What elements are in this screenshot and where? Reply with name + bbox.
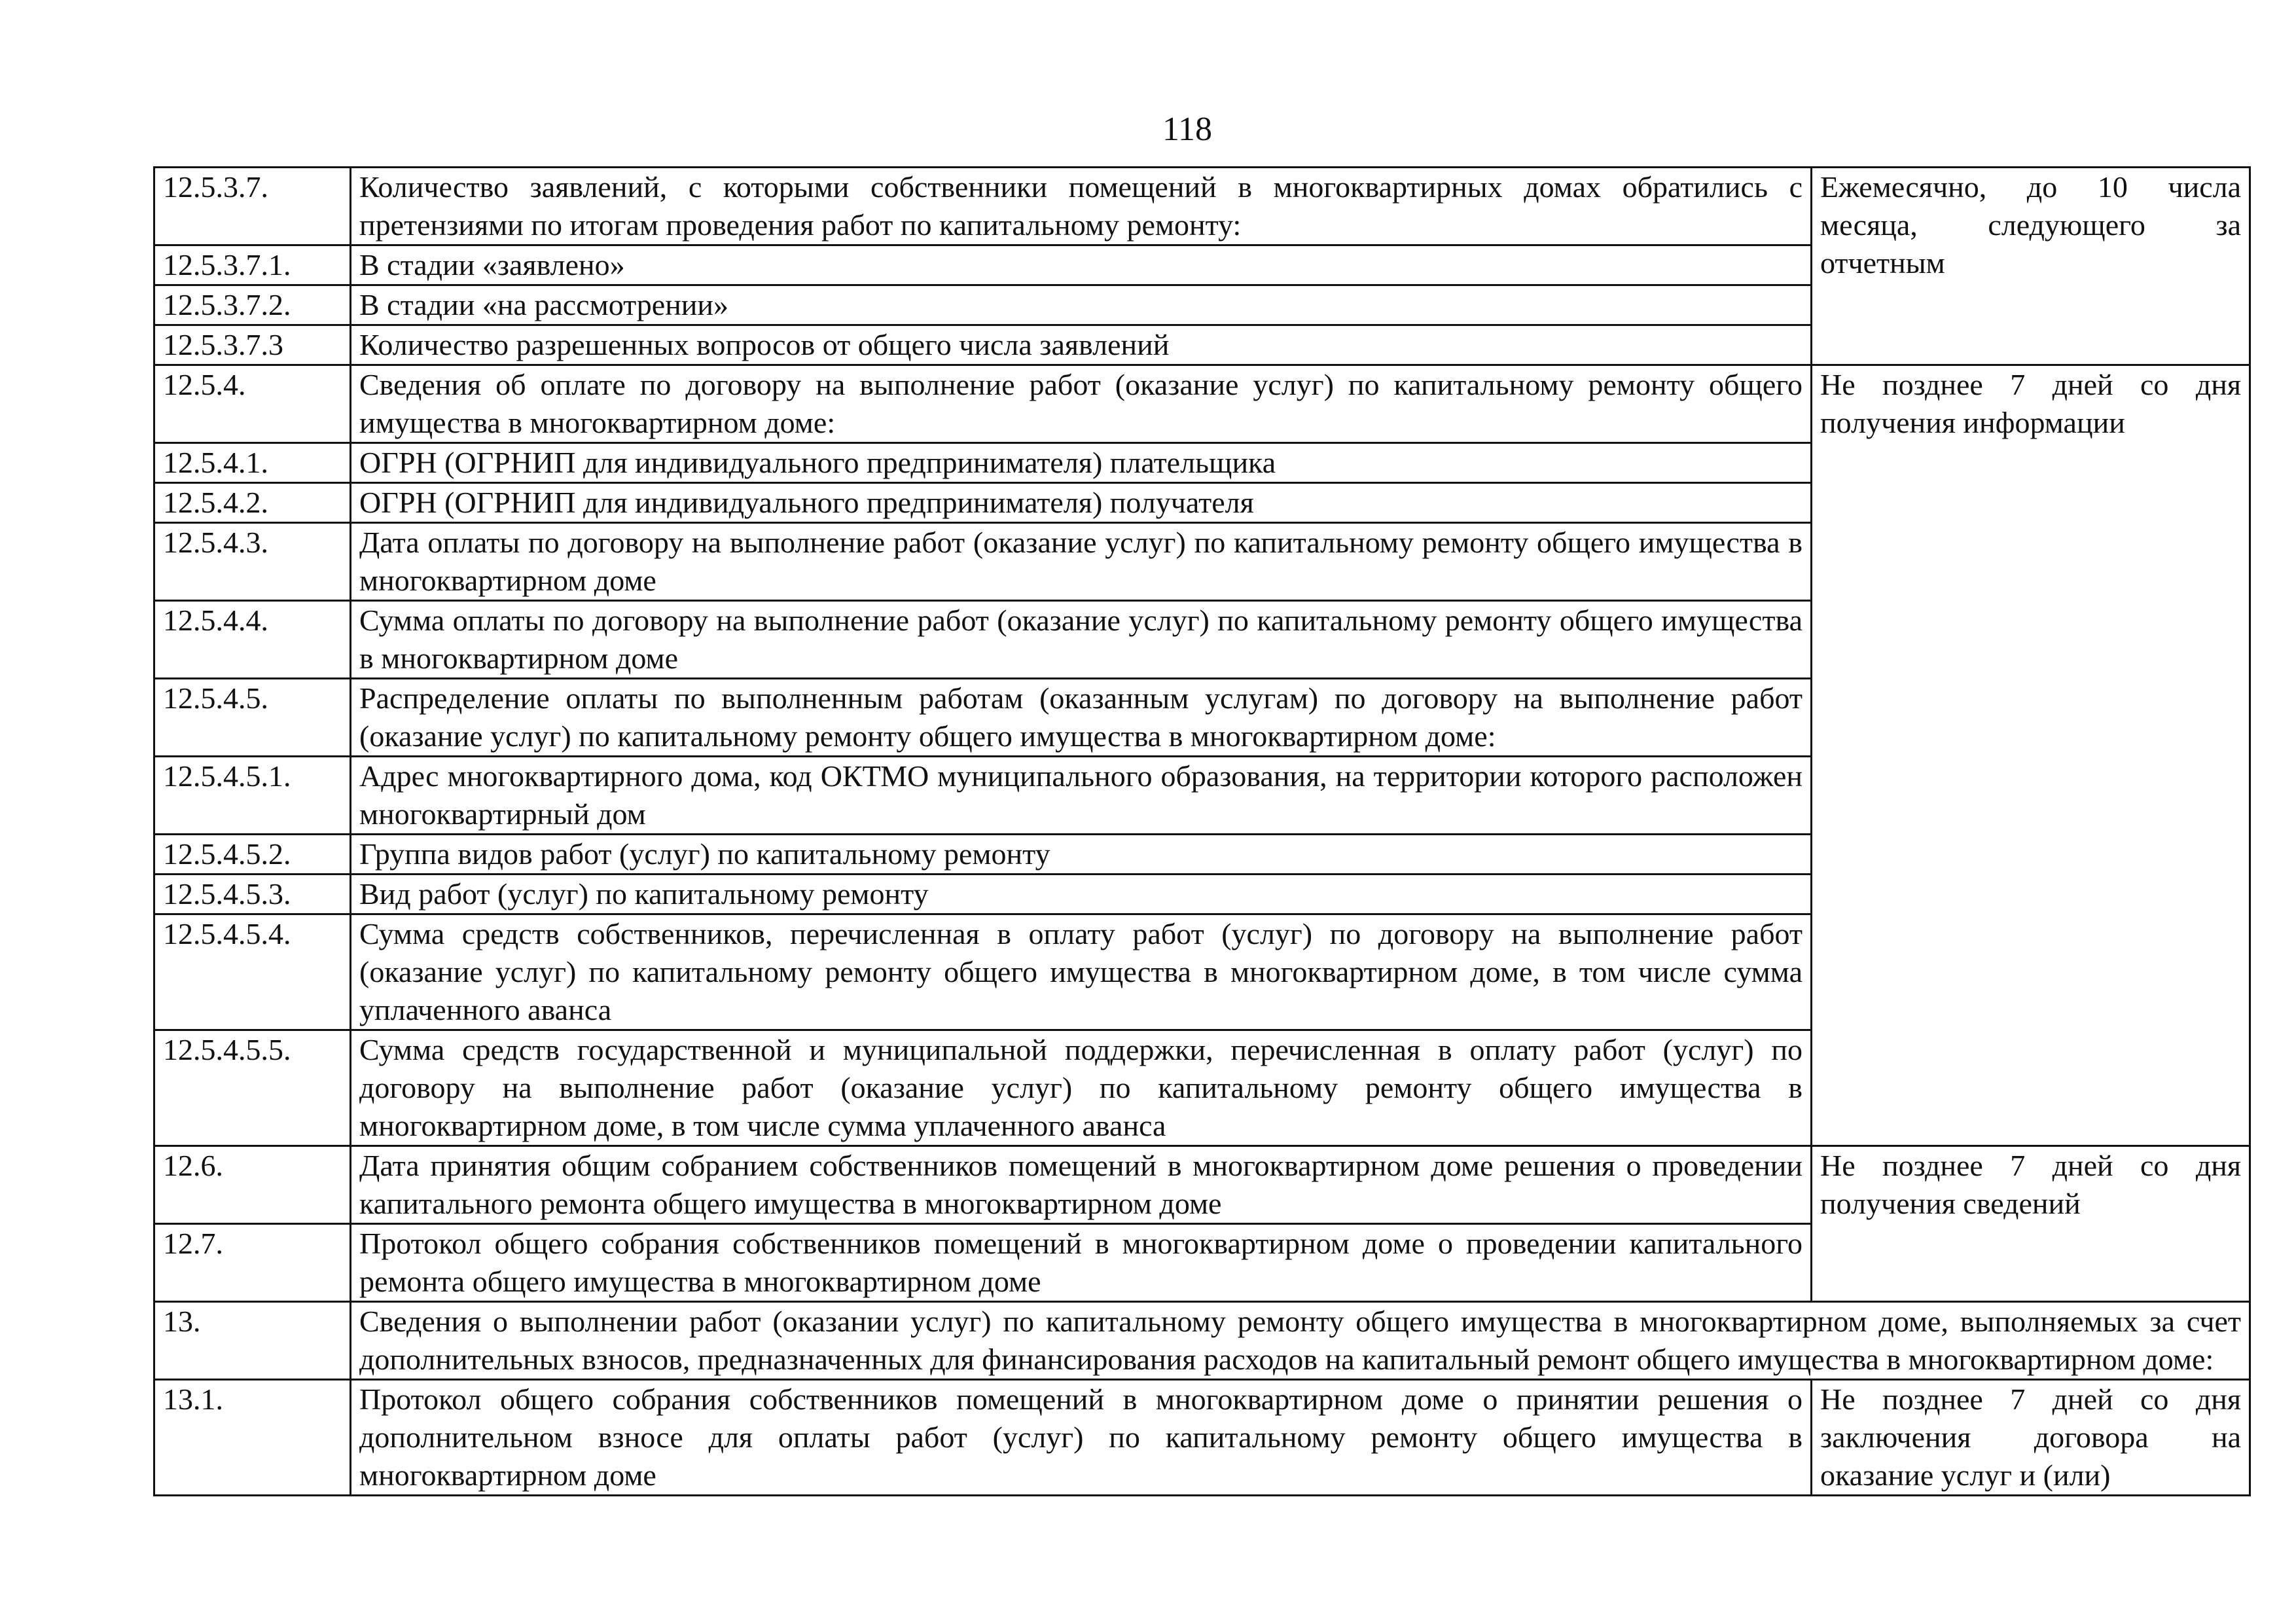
- row-number: 12.5.4.5.5.: [154, 1030, 351, 1146]
- row-text: Количество разрешенных вопросов от общего числа заявлений: [351, 325, 1812, 365]
- row-number: 12.6.: [154, 1146, 351, 1224]
- deadline-text: Не позднее 7 дней со дня заключения договора на оказание услуг и (или): [1820, 1382, 2241, 1492]
- requirements-table: [153, 166, 2251, 1496]
- row-text: Количество заявлений, с которыми собственники помещений в многоквартирных домах обратились с претензиями по итогам проведения работ по капитальному ремонту:: [351, 168, 1812, 245]
- row-text: Сумма средств собственников, перечисленная в оплату работ (услуг) по договору на выполнение работ (оказание услуг) по капитальному ремонту общего имущества в многоквартирном доме, в том числе сумма уплаченного аванса: [351, 914, 1812, 1030]
- row-number: 12.5.4.5.1.: [154, 757, 351, 835]
- row-number: 13.: [154, 1302, 351, 1380]
- row-text: В стадии «заявлено»: [351, 245, 1812, 285]
- row-text: Адрес многоквартирного дома, код ОКТМО муниципального образования, на территории которого расположен многоквартирный дом: [351, 757, 1812, 835]
- row-text: Группа видов работ (услуг) по капитальному ремонту: [351, 835, 1812, 875]
- row-text: Протокол общего собрания собственников помещений в многоквартирном доме о проведении капитального ремонта общего имущества в многоквартирном доме: [351, 1224, 1812, 1302]
- row-text: Распределение оплаты по выполненным работам (оказанным услугам) по договору на выполнение работ (оказание услуг) по капитальному ремонту общего имущества в многоквартирном доме:: [351, 679, 1812, 757]
- deadline-text: Не позднее 7 дней со дня получения информации: [1820, 368, 2241, 439]
- row-number: 12.5.4.5.4.: [154, 914, 351, 1030]
- row-text: ОГРН (ОГРНИП для индивидуального предпринимателя) плательщика: [351, 443, 1812, 483]
- table-row: [154, 1380, 2250, 1496]
- row-text: В стадии «на рассмотрении»: [351, 285, 1812, 325]
- row-text: Сумма средств государственной и муниципальной поддержки, перечисленная в оплату работ (услуг) по договору на выполнение работ (оказание услуг) по капитальному ремонту общего имущества в многоквартирном доме, в том числе сумма уплаченного аванса: [351, 1030, 1812, 1146]
- row-number: 12.5.3.7.1.: [154, 245, 351, 285]
- row-text: ОГРН (ОГРНИП для индивидуального предпринимателя) получателя: [351, 483, 1812, 523]
- row-number: 12.5.4.5.: [154, 679, 351, 757]
- row-number: 12.5.4.: [154, 365, 351, 443]
- row-number: 12.5.4.3.: [154, 523, 351, 601]
- deadline-cell: [1812, 1146, 2250, 1302]
- row-text: Вид работ (услуг) по капитальному ремонту: [351, 875, 1812, 914]
- row-text: Сумма оплаты по договору на выполнение работ (оказание услуг) по капитальному ремонту общего имущества в многоквартирном доме: [351, 601, 1812, 679]
- table-row: [154, 1302, 2250, 1380]
- row-number: 12.5.3.7.: [154, 168, 351, 245]
- row-number: 12.5.4.4.: [154, 601, 351, 679]
- deadline-cell: [1812, 1380, 2250, 1496]
- row-number: 13.1.: [154, 1380, 351, 1496]
- row-text: Дата оплаты по договору на выполнение работ (оказание услуг) по капитальному ремонту общего имущества в многоквартирном доме: [351, 523, 1812, 601]
- row-text: Сведения о выполнении работ (оказании услуг) по капитальному ремонту общего имущества в многоквартирном доме, выполняемых за счет дополнительных взносов, предназначенных для финансирования расходов на капитальный ремонт общего имущества в многоквартирном доме:: [351, 1302, 2250, 1380]
- row-number: 12.5.4.2.: [154, 483, 351, 523]
- row-number: 12.5.3.7.2.: [154, 285, 351, 325]
- row-number: 12.5.4.1.: [154, 443, 351, 483]
- deadline-cell: [1812, 168, 2250, 365]
- table-row: [154, 365, 2250, 443]
- row-number: 12.5.3.7.3: [154, 325, 351, 365]
- row-number: 12.5.4.5.2.: [154, 835, 351, 875]
- deadline-text: Ежемесячно, до 10 числа месяца, следующего за отчетным: [1820, 170, 2241, 280]
- table-row: [154, 1146, 2250, 1224]
- table-row: [154, 168, 2250, 245]
- page-number: 118: [1162, 111, 1213, 148]
- row-text: Дата принятия общим собранием собственников помещений в многоквартирном доме решения о проведении капитального ремонта общего имущества в многоквартирном доме: [351, 1146, 1812, 1224]
- row-text: Сведения об оплате по договору на выполнение работ (оказание услуг) по капитальному ремонту общего имущества в многоквартирном доме:: [351, 365, 1812, 443]
- row-number: 12.5.4.5.3.: [154, 875, 351, 914]
- row-number: 12.7.: [154, 1224, 351, 1302]
- row-text: Протокол общего собрания собственников помещений в многоквартирном доме о принятии решения о дополнительном взносе для оплаты работ (услуг) по капитальному ремонту общего имущества в многоквартирном доме: [351, 1380, 1812, 1496]
- deadline-text: Не позднее 7 дней со дня получения сведений: [1820, 1149, 2241, 1220]
- deadline-cell: [1812, 365, 2250, 1146]
